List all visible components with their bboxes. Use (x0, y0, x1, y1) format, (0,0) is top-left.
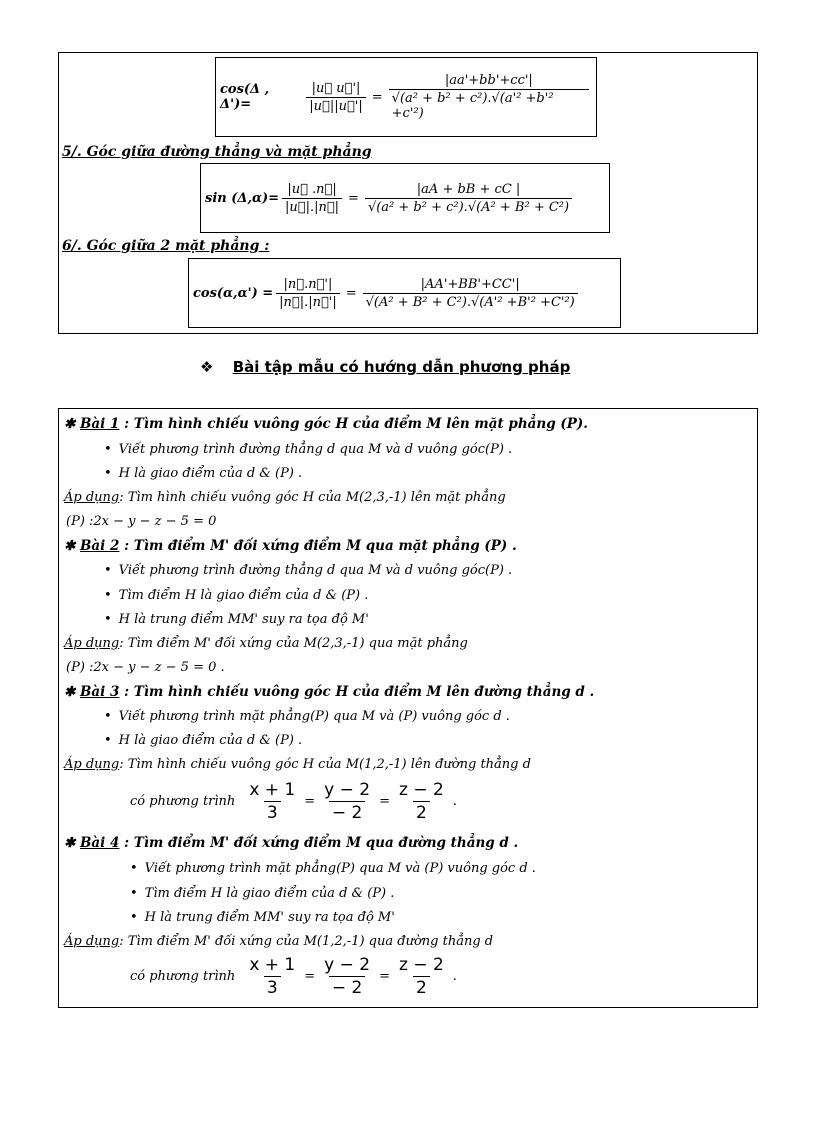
apply-text: : Tìm hình chiếu vuông góc H của M(2,3,-1) lên mặt phẳng (119, 490, 506, 505)
cos-planes-lhs: cos(α,α') = (193, 285, 274, 301)
fraction-y (321, 955, 373, 998)
exercise-2-plane: (P) :2x − y − z − 5 = 0 . (66, 660, 225, 675)
list-item: • Viết phương trình mặt phẳng(P) qua M và (P) vuông góc d . (130, 861, 536, 876)
list-item: • Tìm điểm H là giao điểm của d & (P) . (104, 588, 368, 603)
sin-frac1 (282, 182, 342, 215)
cos-lines-lhs: cos(Δ , Δ')= (220, 82, 270, 112)
star-icon: ✱ (64, 538, 76, 554)
cos-planes-den1: |n⃗|.|n⃗'| (276, 293, 340, 310)
fraction-x-num: x + 1 (249, 955, 296, 975)
sin-frac2 (365, 182, 572, 215)
diamond-bullet-icon: ❖ (200, 358, 214, 376)
sin-lhs: sin (Δ,α)= (205, 190, 280, 206)
equals-sign: = (379, 969, 390, 984)
equation-label: có phương trình (130, 969, 236, 984)
apply-label: Áp dụng (64, 757, 120, 772)
cos-lines-num2: |aa'+bb'+cc'| (444, 73, 533, 88)
list-item: • Viết phương trình đường thẳng d qua M và d vuông góc(P) . (104, 563, 512, 578)
fraction-y-num: y − 2 (324, 780, 371, 800)
equals-sign: = (304, 794, 316, 809)
exercise-4-line-equation (130, 955, 460, 998)
fraction-x-den: 3 (264, 801, 281, 823)
list-item: • Viết phương trình đường thẳng d qua M và d vuông góc(P) . (104, 442, 512, 457)
exercise-4-label: Bài 4 (80, 835, 120, 851)
list-item: • H là trung điểm MM' suy ra tọa độ M' (104, 612, 369, 627)
period: . (452, 794, 457, 809)
apply-text: : Tìm điểm M' đối xứng của M(1,2,-1) qua đường thẳng d (119, 934, 494, 949)
fraction-x-num: x + 1 (249, 780, 296, 800)
list-item: • Tìm điểm H là giao điểm của d & (P) . (130, 886, 394, 901)
section-title (200, 358, 570, 376)
equals-sign: = (371, 89, 383, 105)
star-icon: ✱ (64, 416, 76, 432)
exercise-2-apply (64, 636, 468, 651)
exercise-1-apply (64, 490, 506, 505)
apply-text: : Tìm hình chiếu vuông góc H của M(1,2,-1) lên đường thẳng d (119, 757, 531, 772)
apply-label: Áp dụng (64, 636, 120, 651)
cos-lines-num1: |u⃗ u⃗'| (311, 80, 361, 96)
period: . (452, 969, 457, 984)
cos-planes-frac1 (276, 277, 340, 310)
cos-lines-formula (215, 57, 597, 137)
exercise-3-text: : Tìm hình chiếu vuông góc H của điểm M lên đường thẳng d . (124, 684, 595, 700)
sin-den2: √(a² + b² + c²).√(A² + B² + C²) (365, 198, 572, 215)
equals-sign: = (345, 285, 357, 301)
list-item: • H là giao điểm của d & (P) . (104, 466, 302, 481)
apply-label: Áp dụng (64, 490, 120, 505)
equals-sign: = (304, 969, 316, 984)
fraction-y-den: − 2 (329, 801, 365, 823)
exercise-1-label: Bài 1 (80, 416, 120, 432)
cos-planes-den2: √(A² + B² + C²).√(A'² +B'² +C'²) (363, 293, 578, 310)
exercise-1-text: : Tìm hình chiếu vuông góc H của điểm M lên mặt phẳng (P). (124, 416, 588, 432)
cos-planes-frac2 (363, 277, 578, 310)
exercise-3-title (64, 684, 594, 700)
cos-lines-den2: √(a² + b² + c²).√(a'² +b'² +c'²) (389, 89, 589, 121)
section6-heading: 6/. Góc giữa 2 mặt phẳng : (62, 238, 270, 254)
exercise-4-title (64, 835, 518, 851)
fraction-z-den: 2 (413, 801, 430, 823)
fraction-x (246, 955, 298, 998)
exercise-3-label: Bài 3 (80, 684, 120, 700)
exercise-4-text: : Tìm điểm M' đối xứng điểm M qua đường thẳng d . (124, 835, 519, 851)
cos-lines-den1: |u⃗||u⃗'| (306, 97, 365, 114)
equals-sign: = (379, 794, 390, 809)
sin-line-plane-formula (200, 163, 610, 233)
fraction-x-den: 3 (264, 976, 281, 998)
exercise-1-plane: (P) :2x − y − z − 5 = 0 (66, 514, 217, 529)
fraction-z-den: 2 (413, 976, 430, 998)
exercise-1-title (64, 416, 588, 432)
fraction-z-num: z − 2 (399, 955, 444, 975)
cos-planes-num1: |n⃗.n⃗'| (283, 276, 333, 292)
cos-lines-frac2 (389, 73, 589, 121)
exercise-3-apply (64, 757, 531, 772)
list-item: • Viết phương trình mặt phẳng(P) qua M và (P) vuông góc d . (104, 709, 510, 724)
exercise-2-title (64, 538, 517, 554)
exercise-4-apply (64, 934, 493, 949)
equals-sign: = (348, 190, 359, 206)
equation-label: có phương trình (130, 794, 236, 809)
apply-text: : Tìm điểm M' đối xứng của M(2,3,-1) qua mặt phẳng (119, 636, 468, 651)
fraction-y (321, 780, 373, 823)
exercise-3-line-equation (130, 780, 460, 823)
exercise-2-text: : Tìm điểm M' đối xứng điểm M qua mặt phẳng (P) . (124, 538, 517, 554)
fraction-z (396, 780, 447, 823)
exercise-2-label: Bài 2 (80, 538, 120, 554)
fraction-z-num: z − 2 (399, 780, 444, 800)
cos-lines-frac1 (306, 81, 365, 114)
apply-label: Áp dụng (64, 934, 120, 949)
sin-den1: |u⃗|.|n⃗| (282, 198, 342, 215)
fraction-y-num: y − 2 (324, 955, 371, 975)
cos-planes-num2: |AA'+BB'+CC'| (420, 276, 520, 292)
section-title-label: Bài tập mẫu có hướng dẫn phương pháp (232, 358, 571, 376)
sin-num1: |u⃗ .n⃗| (287, 181, 337, 197)
section5-heading: 5/. Góc giữa đường thẳng và mặt phẳng (62, 144, 372, 160)
sin-num2: |aA + bB + cC | (416, 181, 521, 197)
star-icon: ✱ (64, 684, 76, 700)
cos-planes-formula (188, 258, 621, 328)
fraction-y-den: − 2 (329, 976, 365, 998)
list-item: • H là giao điểm của d & (P) . (104, 733, 302, 748)
star-icon: ✱ (64, 835, 76, 851)
list-item: • H là trung điểm MM' suy ra tọa độ M' (130, 910, 395, 925)
fraction-x (246, 780, 298, 823)
fraction-z (396, 955, 447, 998)
